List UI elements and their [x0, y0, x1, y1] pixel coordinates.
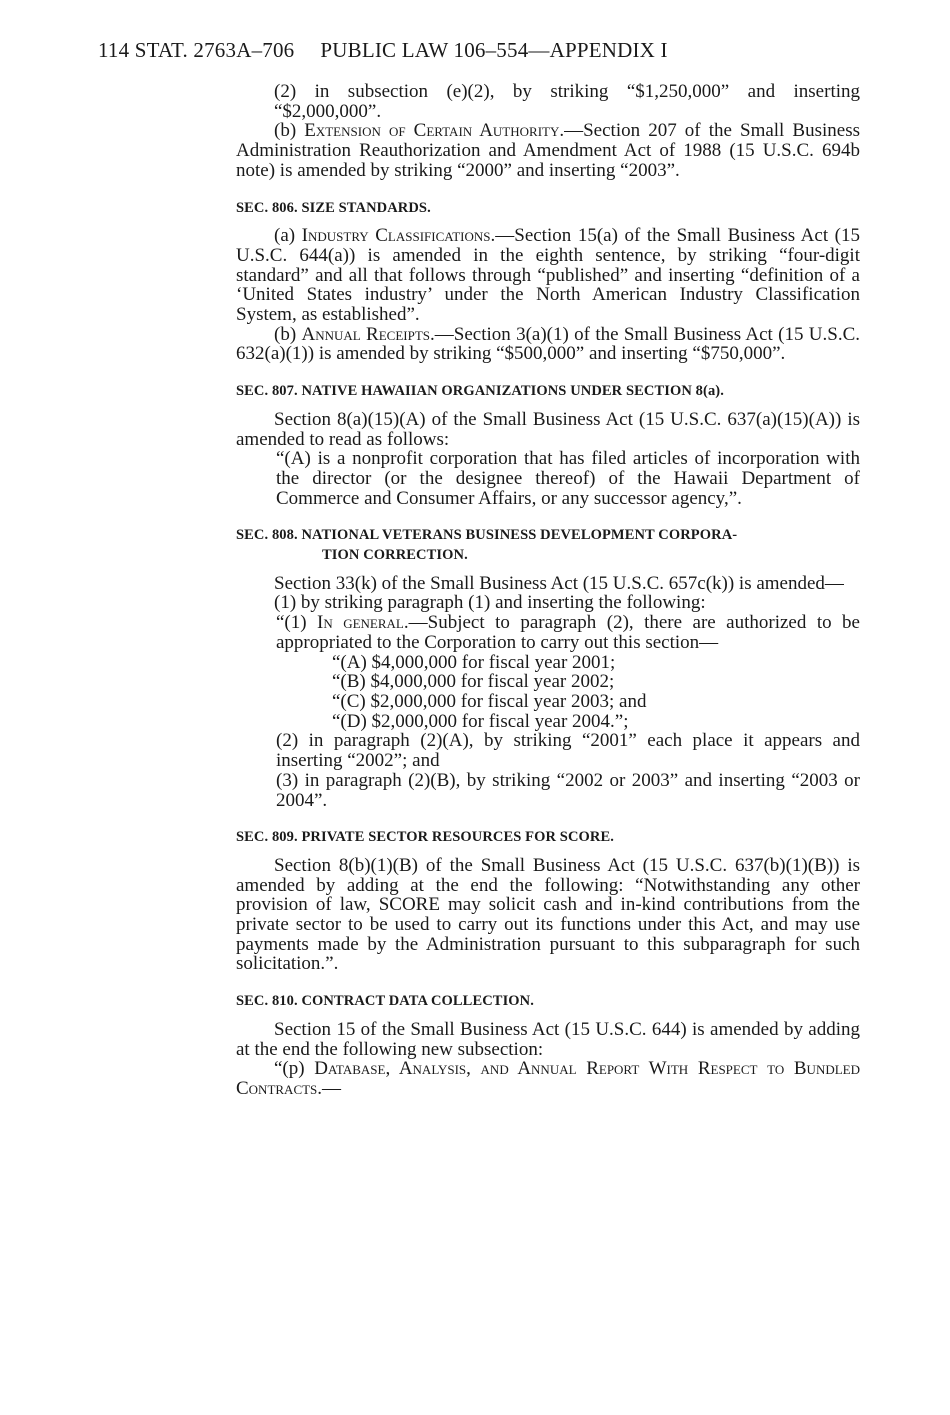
paragraph-806-a: (a) Industry Classifications.—Section 15(a) of the Small Business Act (15 U.S.C. 644(a)) is amended in the eighth sentence, by striking “four-digit standard” and all that follows through “published” and inserting “definition of a ‘United States industry’ under the North American Industry Classification System, as established”.	[236, 225, 861, 326]
paragraph-808-text: Section 33(k) of the Small Business Act (15 U.S.C. 657c(k)) is amended—	[274, 572, 844, 594]
subsection-heading: Extension of Certain Authority	[304, 120, 560, 142]
paragraph-808-item-3: (3) in paragraph (2)(B), by striking “2002 or 2003” and inserting “2003 or 2004”.	[276, 769, 860, 811]
paragraph-806-b: (b) Annual Receipts.—Section 3(a)(1) of the Small Business Act (15 U.S.C. 632(a)(1)) is amended by striking “$500,000” and inserting “$750,000”.	[236, 323, 861, 365]
paragraph-807-text: Section 8(a)(15)(A) of the Small Business Act (15 U.S.C. 637(a)(15)(A)) is amended to read as follows:	[236, 408, 860, 450]
fiscal-year-item: “(D) $2,000,000 for fiscal year 2004.”;	[332, 710, 629, 732]
page-header	[98, 38, 668, 63]
section-808-heading-line2: TION CORRECTION.	[322, 547, 468, 564]
document-body	[236, 82, 860, 1099]
fiscal-year-item: “(A) $4,000,000 for fiscal year 2001;	[332, 651, 616, 673]
paragraph-809-text: Section 8(b)(1)(B) of the Small Business Act (15 U.S.C. 637(b)(1)(B)) is amended by adding at the end the following: “Notwithstanding any other provision of law, SCORE may solicit cash and in-kind contributions from the private sector to be used to carry out its functions under this Act, and may use payments made by the Administration pursuant to this subparagraph for such solicitation.”.	[236, 854, 860, 975]
subsection-heading: In general	[317, 612, 404, 634]
law-title: PUBLIC LAW 106–554—APPENDIX I	[320, 38, 668, 62]
paragraph-810-p: “(p) Database, Analysis, and Annual Report With Respect to Bundled Contracts.—	[236, 1058, 860, 1099]
subsection-heading: Annual Receipts	[301, 323, 431, 345]
section-809-heading: SEC. 809. PRIVATE SECTOR RESOURCES FOR SCORE.	[236, 829, 614, 846]
paragraph-807-quote: “(A) is a nonprofit corporation that has filed articles of incorporation with the director (or the designee thereof) of the Hawaii Department of Commerce and Consumer Affairs, or any successor agency,”.	[276, 448, 860, 509]
section-806-heading: SEC. 806. SIZE STANDARDS.	[236, 199, 431, 216]
section-807-heading: SEC. 807. NATIVE HAWAIIAN ORGANIZATIONS UNDER SECTION 8(a).	[236, 383, 724, 400]
section-810-heading: SEC. 810. CONTRACT DATA COLLECTION.	[236, 993, 534, 1010]
section-808-heading	[236, 526, 860, 565]
paragraph-810-text: Section 15 of the Small Business Act (15 U.S.C. 644) is amended by adding at the end the following new subsection:	[236, 1018, 860, 1060]
fiscal-year-item: “(B) $4,000,000 for fiscal year 2002;	[332, 671, 615, 693]
section-808-heading-line1: SEC. 808. NATIONAL VETERANS BUSINESS DEVELOPMENT CORPORA-	[236, 527, 738, 544]
paragraph-808-item-2: (2) in paragraph (2)(A), by striking “2001” each place it appears and inserting “2002”; and	[276, 730, 860, 772]
subsection-heading: Database, Analysis, and Annual Report With Respect to Bundled Contracts	[236, 1058, 860, 1099]
paragraph-b-extension: (b) Extension of Certain Authority.—Section 207 of the Small Business Administration Reauthorization and Amendment Act of 1988 (15 U.S.C. 694b note) is amended by striking “2000” and inserting “2003”.	[236, 120, 860, 181]
paragraph-item-2: (2) in subsection (e)(2), by striking “$1,250,000” and inserting “$2,000,000”.	[274, 81, 860, 122]
subsection-heading: Industry Classifications	[301, 225, 491, 247]
paragraph-808-item-1: (1) by striking paragraph (1) and inserting the following:	[274, 592, 706, 614]
paragraph-808-quote: “(1) In general.—Subject to paragraph (2), there are authorized to be appropriated to the Corporation to carry out this section—	[276, 612, 860, 653]
fiscal-year-item: “(C) $2,000,000 for fiscal year 2003; and	[332, 690, 647, 712]
stat-reference: 114 STAT. 2763A–706	[98, 38, 295, 62]
